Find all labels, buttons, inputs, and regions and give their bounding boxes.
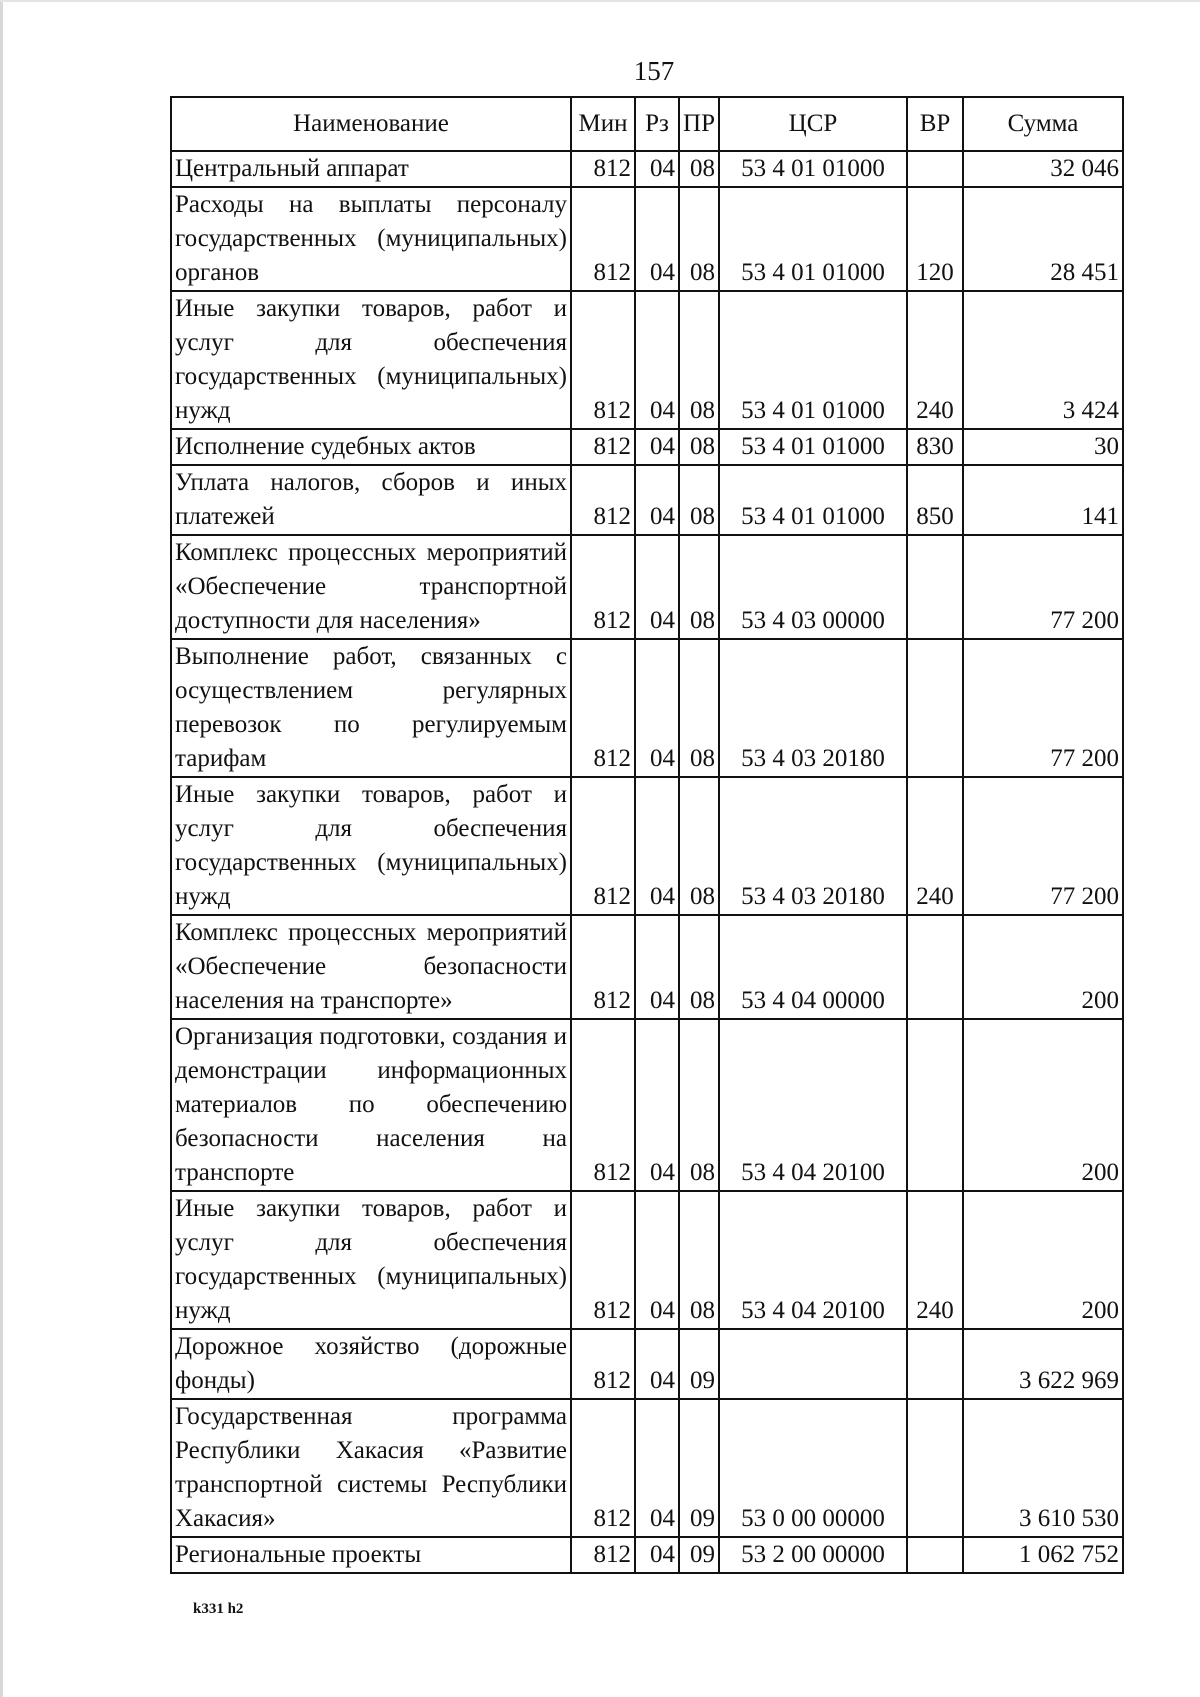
- row-name: Дорожное хозяйство (дорожные фонды): [171, 1329, 571, 1399]
- row-pr: 08: [679, 535, 719, 639]
- row-name: Уплата налогов, сборов и иных платежей: [171, 465, 571, 535]
- row-pr: 08: [679, 1191, 719, 1329]
- row-rz: 04: [635, 777, 679, 915]
- table-row: [171, 1537, 1123, 1573]
- row-csr: 53 4 04 20100: [719, 1191, 907, 1329]
- row-csr: 53 4 03 20180: [719, 777, 907, 915]
- row-vr: [907, 1537, 963, 1573]
- row-rz: 04: [635, 1537, 679, 1573]
- row-rz: 04: [635, 291, 679, 429]
- table-header-row: [171, 97, 1123, 151]
- row-sum: 3 424: [963, 291, 1123, 429]
- row-csr: 53 4 01 01000: [719, 151, 907, 187]
- row-name: Расходы на выплаты персоналу государственных (муниципальных) органов: [171, 187, 571, 291]
- row-sum: 77 200: [963, 777, 1123, 915]
- row-csr: 53 4 01 01000: [719, 187, 907, 291]
- col-header-name: Наименование: [171, 97, 571, 151]
- row-pr: 08: [679, 1019, 719, 1191]
- row-vr: 240: [907, 777, 963, 915]
- table-row: [171, 639, 1123, 777]
- row-rz: 04: [635, 1399, 679, 1537]
- row-sum: 30: [963, 429, 1123, 465]
- row-name: Исполнение судебных актов: [171, 429, 571, 465]
- table-row: [171, 187, 1123, 291]
- page-number: 157: [633, 56, 675, 86]
- row-rz: 04: [635, 1019, 679, 1191]
- row-rz: 04: [635, 465, 679, 535]
- scan-edge: [0, 0, 3, 1697]
- row-rz: 04: [635, 639, 679, 777]
- row-sum: 200: [963, 1019, 1123, 1191]
- row-sum: 32 046: [963, 151, 1123, 187]
- row-csr: 53 0 00 00000: [719, 1399, 907, 1537]
- row-vr: [907, 1399, 963, 1537]
- row-rz: 04: [635, 1191, 679, 1329]
- row-min: 812: [571, 1399, 635, 1537]
- table-row: [171, 535, 1123, 639]
- table-row: [171, 151, 1123, 187]
- row-vr: 850: [907, 465, 963, 535]
- row-min: 812: [571, 187, 635, 291]
- row-pr: 08: [679, 639, 719, 777]
- row-csr: 53 4 01 01000: [719, 429, 907, 465]
- row-min: 812: [571, 429, 635, 465]
- row-vr: [907, 1329, 963, 1399]
- row-csr: 53 4 04 00000: [719, 915, 907, 1019]
- row-min: 812: [571, 151, 635, 187]
- row-rz: 04: [635, 535, 679, 639]
- row-csr: 53 4 04 20100: [719, 1019, 907, 1191]
- row-pr: 08: [679, 777, 719, 915]
- row-sum: 28 451: [963, 187, 1123, 291]
- row-csr: 53 2 00 00000: [719, 1537, 907, 1573]
- row-rz: 04: [635, 151, 679, 187]
- row-name: Выполнение работ, связанных с осуществлением регулярных перевозок по регулируемым тарифам: [171, 639, 571, 777]
- row-sum: 200: [963, 1191, 1123, 1329]
- row-rz: 04: [635, 429, 679, 465]
- table-row: [171, 915, 1123, 1019]
- row-vr: 240: [907, 291, 963, 429]
- row-rz: 04: [635, 187, 679, 291]
- row-vr: [907, 639, 963, 777]
- row-name: Иные закупки товаров, работ и услуг для обеспечения государственных (муниципальных) нужд: [171, 777, 571, 915]
- row-name: Организация подготовки, создания и демонстрации информационных материалов по обеспечению безопасности населения на транспорте: [171, 1019, 571, 1191]
- row-sum: 141: [963, 465, 1123, 535]
- col-header-rz: Рз: [635, 97, 679, 151]
- row-sum: 200: [963, 915, 1123, 1019]
- row-csr: 53 4 03 00000: [719, 535, 907, 639]
- row-min: 812: [571, 639, 635, 777]
- row-sum: 1 062 752: [963, 1537, 1123, 1573]
- row-pr: 09: [679, 1537, 719, 1573]
- table-row: [171, 429, 1123, 465]
- row-name: Комплекс процессных мероприятий «Обеспечение транспортной доступности для населения»: [171, 535, 571, 639]
- table-row: [171, 1019, 1123, 1191]
- col-header-pr: ПР: [679, 97, 719, 151]
- row-name: Иные закупки товаров, работ и услуг для обеспечения государственных (муниципальных) нужд: [171, 291, 571, 429]
- row-rz: 04: [635, 915, 679, 1019]
- row-vr: [907, 1019, 963, 1191]
- col-header-csr: ЦСР: [719, 97, 907, 151]
- row-name: Центральный аппарат: [171, 151, 571, 187]
- table-row: [171, 777, 1123, 915]
- row-vr: [907, 535, 963, 639]
- row-min: 812: [571, 1329, 635, 1399]
- row-csr: 53 4 01 01000: [719, 291, 907, 429]
- row-vr: [907, 151, 963, 187]
- table-row: [171, 465, 1123, 535]
- col-header-sum: Сумма: [963, 97, 1123, 151]
- row-pr: 08: [679, 465, 719, 535]
- row-csr: 53 4 03 20180: [719, 639, 907, 777]
- row-vr: 120: [907, 187, 963, 291]
- row-min: 812: [571, 915, 635, 1019]
- row-sum: 3 622 969: [963, 1329, 1123, 1399]
- table-row: [171, 291, 1123, 429]
- row-vr: 830: [907, 429, 963, 465]
- table-row: [171, 1329, 1123, 1399]
- col-header-min: Мин: [571, 97, 635, 151]
- row-csr: [719, 1329, 907, 1399]
- row-pr: 08: [679, 291, 719, 429]
- row-min: 812: [571, 291, 635, 429]
- row-pr: 08: [679, 429, 719, 465]
- row-min: 812: [571, 777, 635, 915]
- row-vr: [907, 915, 963, 1019]
- row-min: 812: [571, 535, 635, 639]
- row-sum: 77 200: [963, 639, 1123, 777]
- row-name: Иные закупки товаров, работ и услуг для обеспечения государственных (муниципальных) нужд: [171, 1191, 571, 1329]
- table-row: [171, 1399, 1123, 1537]
- row-min: 812: [571, 1191, 635, 1329]
- scan-edge-top: [0, 0, 1200, 2]
- row-vr: 240: [907, 1191, 963, 1329]
- row-pr: 09: [679, 1329, 719, 1399]
- row-sum: 77 200: [963, 535, 1123, 639]
- row-pr: 08: [679, 187, 719, 291]
- row-pr: 09: [679, 1399, 719, 1537]
- row-csr: 53 4 01 01000: [719, 465, 907, 535]
- col-header-vr: ВР: [907, 97, 963, 151]
- row-min: 812: [571, 1019, 635, 1191]
- row-rz: 04: [635, 1329, 679, 1399]
- row-sum: 3 610 530: [963, 1399, 1123, 1537]
- row-pr: 08: [679, 151, 719, 187]
- row-name: Региональные проекты: [171, 1537, 571, 1573]
- row-name: Государственная программа Республики Хакасия «Развитие транспортной системы Республики Хакасия»: [171, 1399, 571, 1537]
- budget-table: [170, 96, 1124, 1574]
- row-min: 812: [571, 1537, 635, 1573]
- table-row: [171, 1191, 1123, 1329]
- row-pr: 08: [679, 915, 719, 1019]
- row-name: Комплекс процессных мероприятий «Обеспечение безопасности населения на транспорте»: [171, 915, 571, 1019]
- row-min: 812: [571, 465, 635, 535]
- footer-code: k331 h2: [193, 1601, 244, 1617]
